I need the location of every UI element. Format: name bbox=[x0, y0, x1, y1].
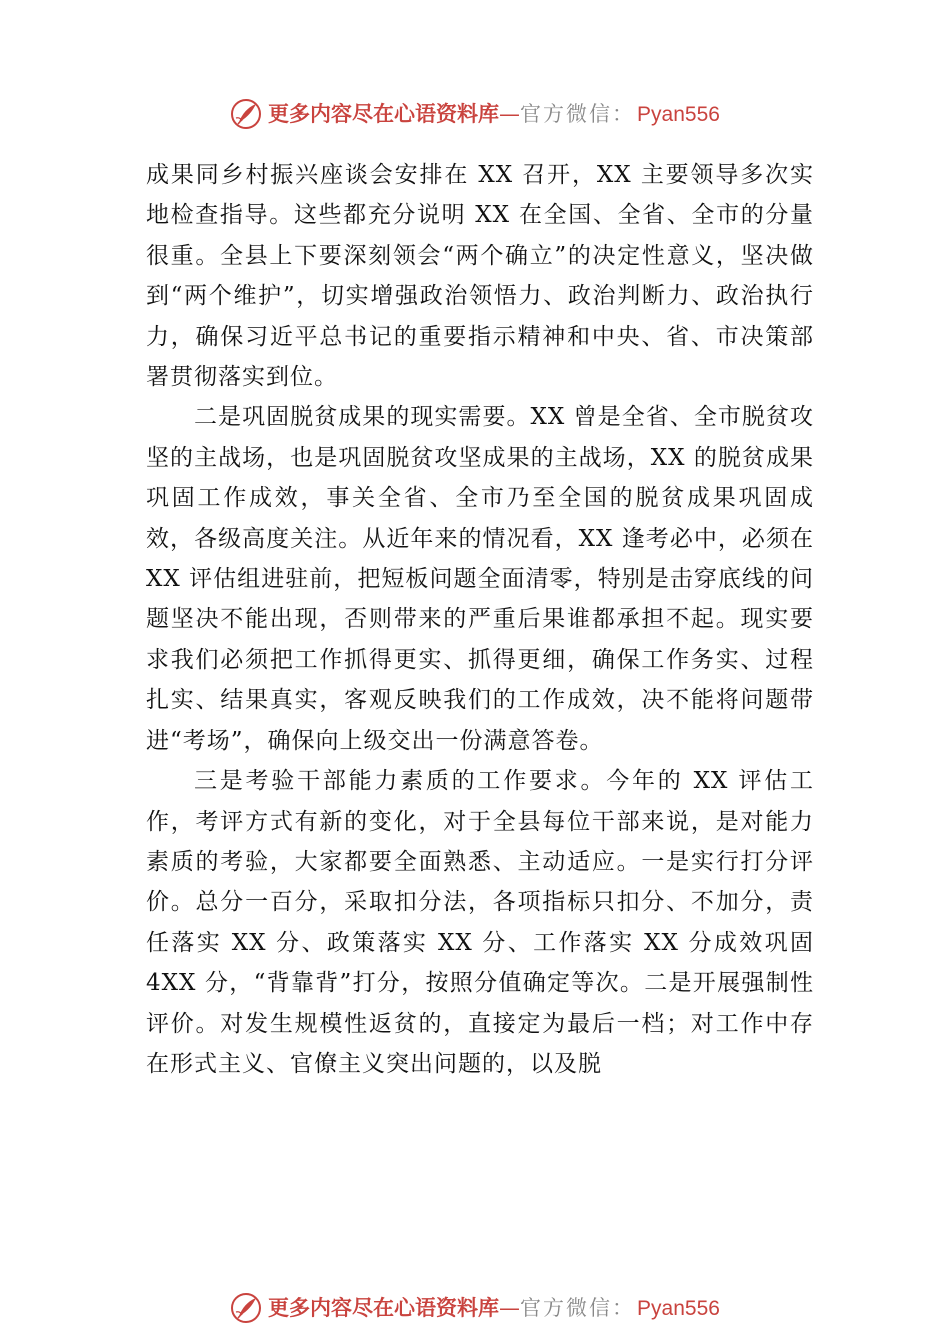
header-banner-main-text: 更多内容尽在心语资料库 bbox=[268, 100, 500, 126]
footer-banner bbox=[0, 1288, 950, 1328]
header-banner-label: 官方微信： bbox=[520, 101, 636, 126]
footer-banner-main-text: 更多内容尽在心语资料库 bbox=[268, 1294, 500, 1320]
footer-banner-text bbox=[268, 1288, 720, 1329]
paragraph-poverty-consolidation: 二是巩固脱贫成果的现实需要。XX 曾是全省、全市脱贫攻坚的主战场，也是巩固脱贫攻坚成果的主战场，XX 的脱贫成果巩固工作成效，事关全省、全市乃至全国的脱贫成果巩固成效，各级高度关注。从近年来的情况看，XX 逢考必中，必须在 XX 评估组进驻前，把短板问题全面清零，特别是击穿底线的问题坚决不能出现，否则带来的严重后果谁都承担不起。现实要求我们必须把工作抓得更实、抓得更细，确保工作务实、过程扎实、结果真实，客观反映我们的工作成效，决不能将问题带进“考场”，确保向上级交出一份满意答卷。 bbox=[146, 404, 814, 754]
header-banner bbox=[0, 94, 950, 134]
document-body bbox=[146, 155, 814, 1084]
footer-banner-wechat-id: Pyan556 bbox=[637, 1296, 720, 1320]
feather-quill-logo-icon bbox=[230, 1292, 262, 1324]
footer-banner-separator: — bbox=[499, 1295, 521, 1320]
paragraph-cadre-evaluation: 三是考验干部能力素质的工作要求。今年的 XX 评估工作，考评方式有新的变化，对于全县每位干部来说，是对能力素质的考验，大家都要全面熟悉、主动适应。一是实行打分评价。总分一百分，采取扣分法，各项指标只扣分、不加分，责任落实 XX 分、政策落实 XX 分、工作落实 XX 分成效巩固 4XX 分，“背靠背”打分，按照分值确定等次。二是开展强制性评价。对发生规模性返贫的，直接定为最后一档；对工作中存在形式主义、官僚主义突出问题的，以及脱 bbox=[146, 768, 814, 1077]
header-banner-text bbox=[268, 94, 720, 135]
feather-quill-logo-icon bbox=[230, 98, 262, 130]
header-banner-separator: — bbox=[499, 101, 521, 126]
header-banner-wechat-id: Pyan556 bbox=[637, 102, 720, 126]
footer-banner-label: 官方微信： bbox=[520, 1295, 636, 1320]
paragraph-continued: 成果同乡村振兴座谈会安排在 XX 召开，XX 主要领导多次实地检查指导。这些都充分说明 XX 在全国、全省、全市的分量很重。全县上下要深刻领会“两个确立”的决定性意义，坚决做到“两个维护”，切实增强政治领悟力、政治判断力、政治执行力，确保习近平总书记的重要指示精神和中央、省、市决策部署贯彻落实到位。 bbox=[146, 162, 814, 391]
